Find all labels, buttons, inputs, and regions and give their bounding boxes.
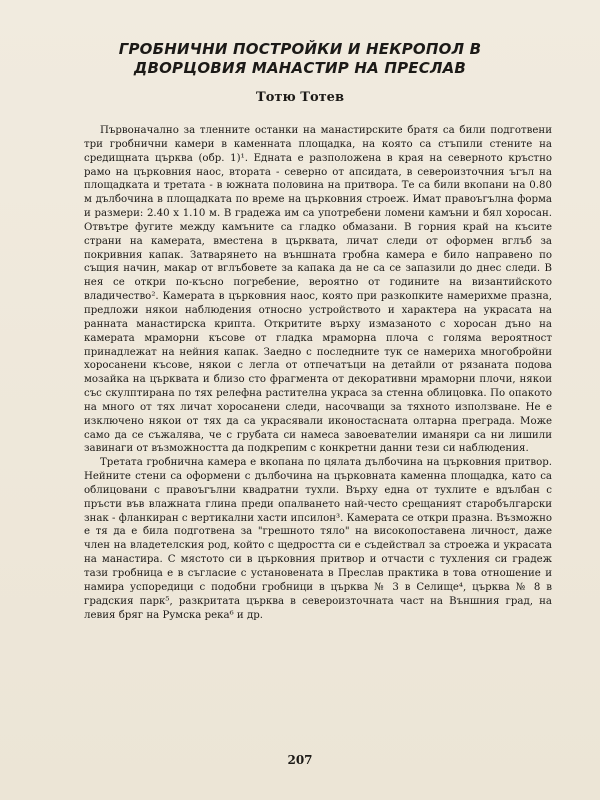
article-author: Тотю Тотев: [256, 90, 344, 105]
article-body: [84, 124, 552, 622]
article-title-line-2: ДВОРЦОВИЯ МАНАСТИР НА ПРЕСЛАВ: [133, 59, 467, 77]
paragraph-2: Третата гробнична камера е вкопана по цялата дълбочина на църковния притвор. Нейните стени са оформени с дълбочина на църковната каменна площадка, като са облицовани с правоъгълни квадратни тухли. Върху една от тухлите е вдълбан с пръсти във влажната глина преди опалването най-често срещаният старобългарски знак - фланкиран с вертикални хасти ипсилон³. Камерата се откри празна. Възможно е тя да е била подготвена за "грешното тяло" на високопоставена личност, даже член на владетелския род, който с щедростта си е съдействал за строежа и украсата на манастира. С мястото си в църковния притвор и отчасти с тухления си градеж тази гробница е в съгласие с установената в Преслав практика в това отношение и намира успоредици с подобни гробници в църква № 3 в Селище⁴, църква № 8 в градския парк⁵, разкритата църква в североизточната част на Външния град, на левия бряг на Румска река⁶ и др.: [84, 457, 552, 621]
article-title: [60, 40, 540, 78]
article-title-line-1: ГРОБНИЧНИ ПОСТРОЙКИ И НЕКРОПОЛ В: [118, 40, 482, 58]
paragraph-1: Първоначално за тленните останки на манастирските братя са били подготвени три гробнични камери в каменната площадка, на която са стъпили стените на средищната църква (обр. 1)¹. Едната е разположена в края на северното кръстно рамо на църковния наос, втората - северно от апсидата, в североизточния ъгъл на площадката и третата - в южната половина на притвора. Те са били вкопани на 0.80 м дълбочина в площадката по време на църковния строеж. Имат правоъгълна форма и размери: 2.40 х 1.10 м. В градежа им са употребени ломени камъни и бял хоросан. Отвътре фугите между камъните са гладко обмазани. В горния край на късите страни на камерата, вместена в църквата, личат следи от оформен вглъб за покривния капак. Затварянето на външната гробна камера е било направено по същия начин, макар от вглъбовете за капака да не са се запазили до днес следи. В нея се откри по-късно погребение, вероятно от годините на византийското владичество². Камерата в църковния наос, която при разкопките намерихме празна, предложи някои наблюдения относно устройството и характера на украсата на ранната манастирска крипта. Откритите върху измазаното с хоросан дъно на камерата мраморни късове от гладка мраморна плоча с голяма вероятност принадлежат на нейния капак. Заедно с последните тук се намериха многобройни хоросанени късове, някои с легла от отпечатъци на детайли от рязаната подова мозайка на църквата и близо сто фрагмента от декоративни мраморни плочи, някои със скулптирана по тях релефна растителна украса за стенна облицовка. По опакото на много от тях личат хоросанени следи, насочващи за тяхното използване. Не е изключено някои от тях да са украсявали иконостасната олтарна преграда. Може само да се съжалява, че с грубата си намеса завоевателии иманяри са ни лишили завинаги от възможността да подкрепим с конкретни данни тези си наблюдения.: [84, 125, 552, 455]
page-number: 207: [287, 753, 313, 767]
